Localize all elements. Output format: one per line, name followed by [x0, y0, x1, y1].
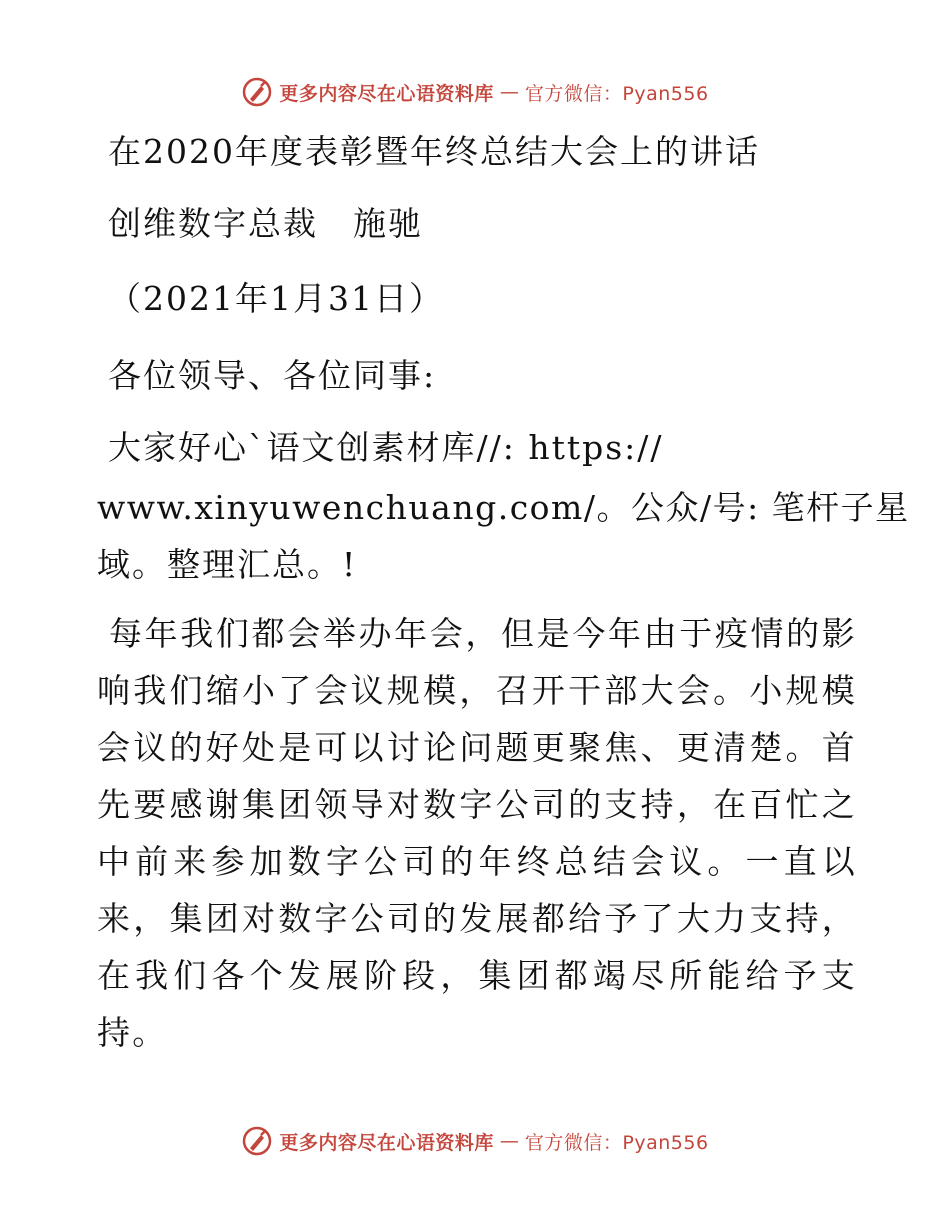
pen-logo-icon — [241, 1125, 273, 1157]
pen-logo-icon — [241, 76, 273, 108]
document-title: 在2020年度表彰暨年终总结大会上的讲话 — [108, 132, 760, 171]
watermark-text: 更多内容尽在心语资料库 — [279, 1131, 494, 1154]
date-line: （2021年1月31日） — [108, 279, 444, 318]
speaker-line: 创维数字总裁 施驰 — [108, 204, 423, 243]
paragraph-line: 域。整理汇总。! — [97, 545, 358, 584]
watermark-contact: 官方微信：Pyan556 — [524, 1131, 709, 1154]
salutation: 各位领导、各位同事: — [108, 356, 437, 395]
body-paragraph: 每年我们都会举办年会，但是今年由于疫情的影响我们缩小了会议规模，召开干部大会。小规模会议的好处是可以讨论问题更聚焦、更清楚。首先要感谢集团领导对数字公司的支持，在百忙之中前来参加数字公司的年终总结会议。一直以来，集团对数字公司的发展都给予了大力支持，在我们各个发展阶段，集团都竭尽所能给予支持。 — [97, 614, 857, 1052]
paragraph-line: www.xinyuwenchuang.com/。公众/号: 笔杆子星 — [97, 488, 910, 527]
watermark-text: 更多内容尽在心语资料库 — [279, 82, 494, 105]
footer-watermark — [0, 1121, 950, 1161]
paragraph-line: 大家好心`语文创素材库//: https:// — [108, 428, 664, 467]
header-watermark — [0, 72, 950, 112]
watermark-separator: — — [499, 1130, 519, 1152]
watermark-contact: 官方微信：Pyan556 — [524, 82, 709, 105]
watermark-separator: — — [499, 81, 519, 103]
